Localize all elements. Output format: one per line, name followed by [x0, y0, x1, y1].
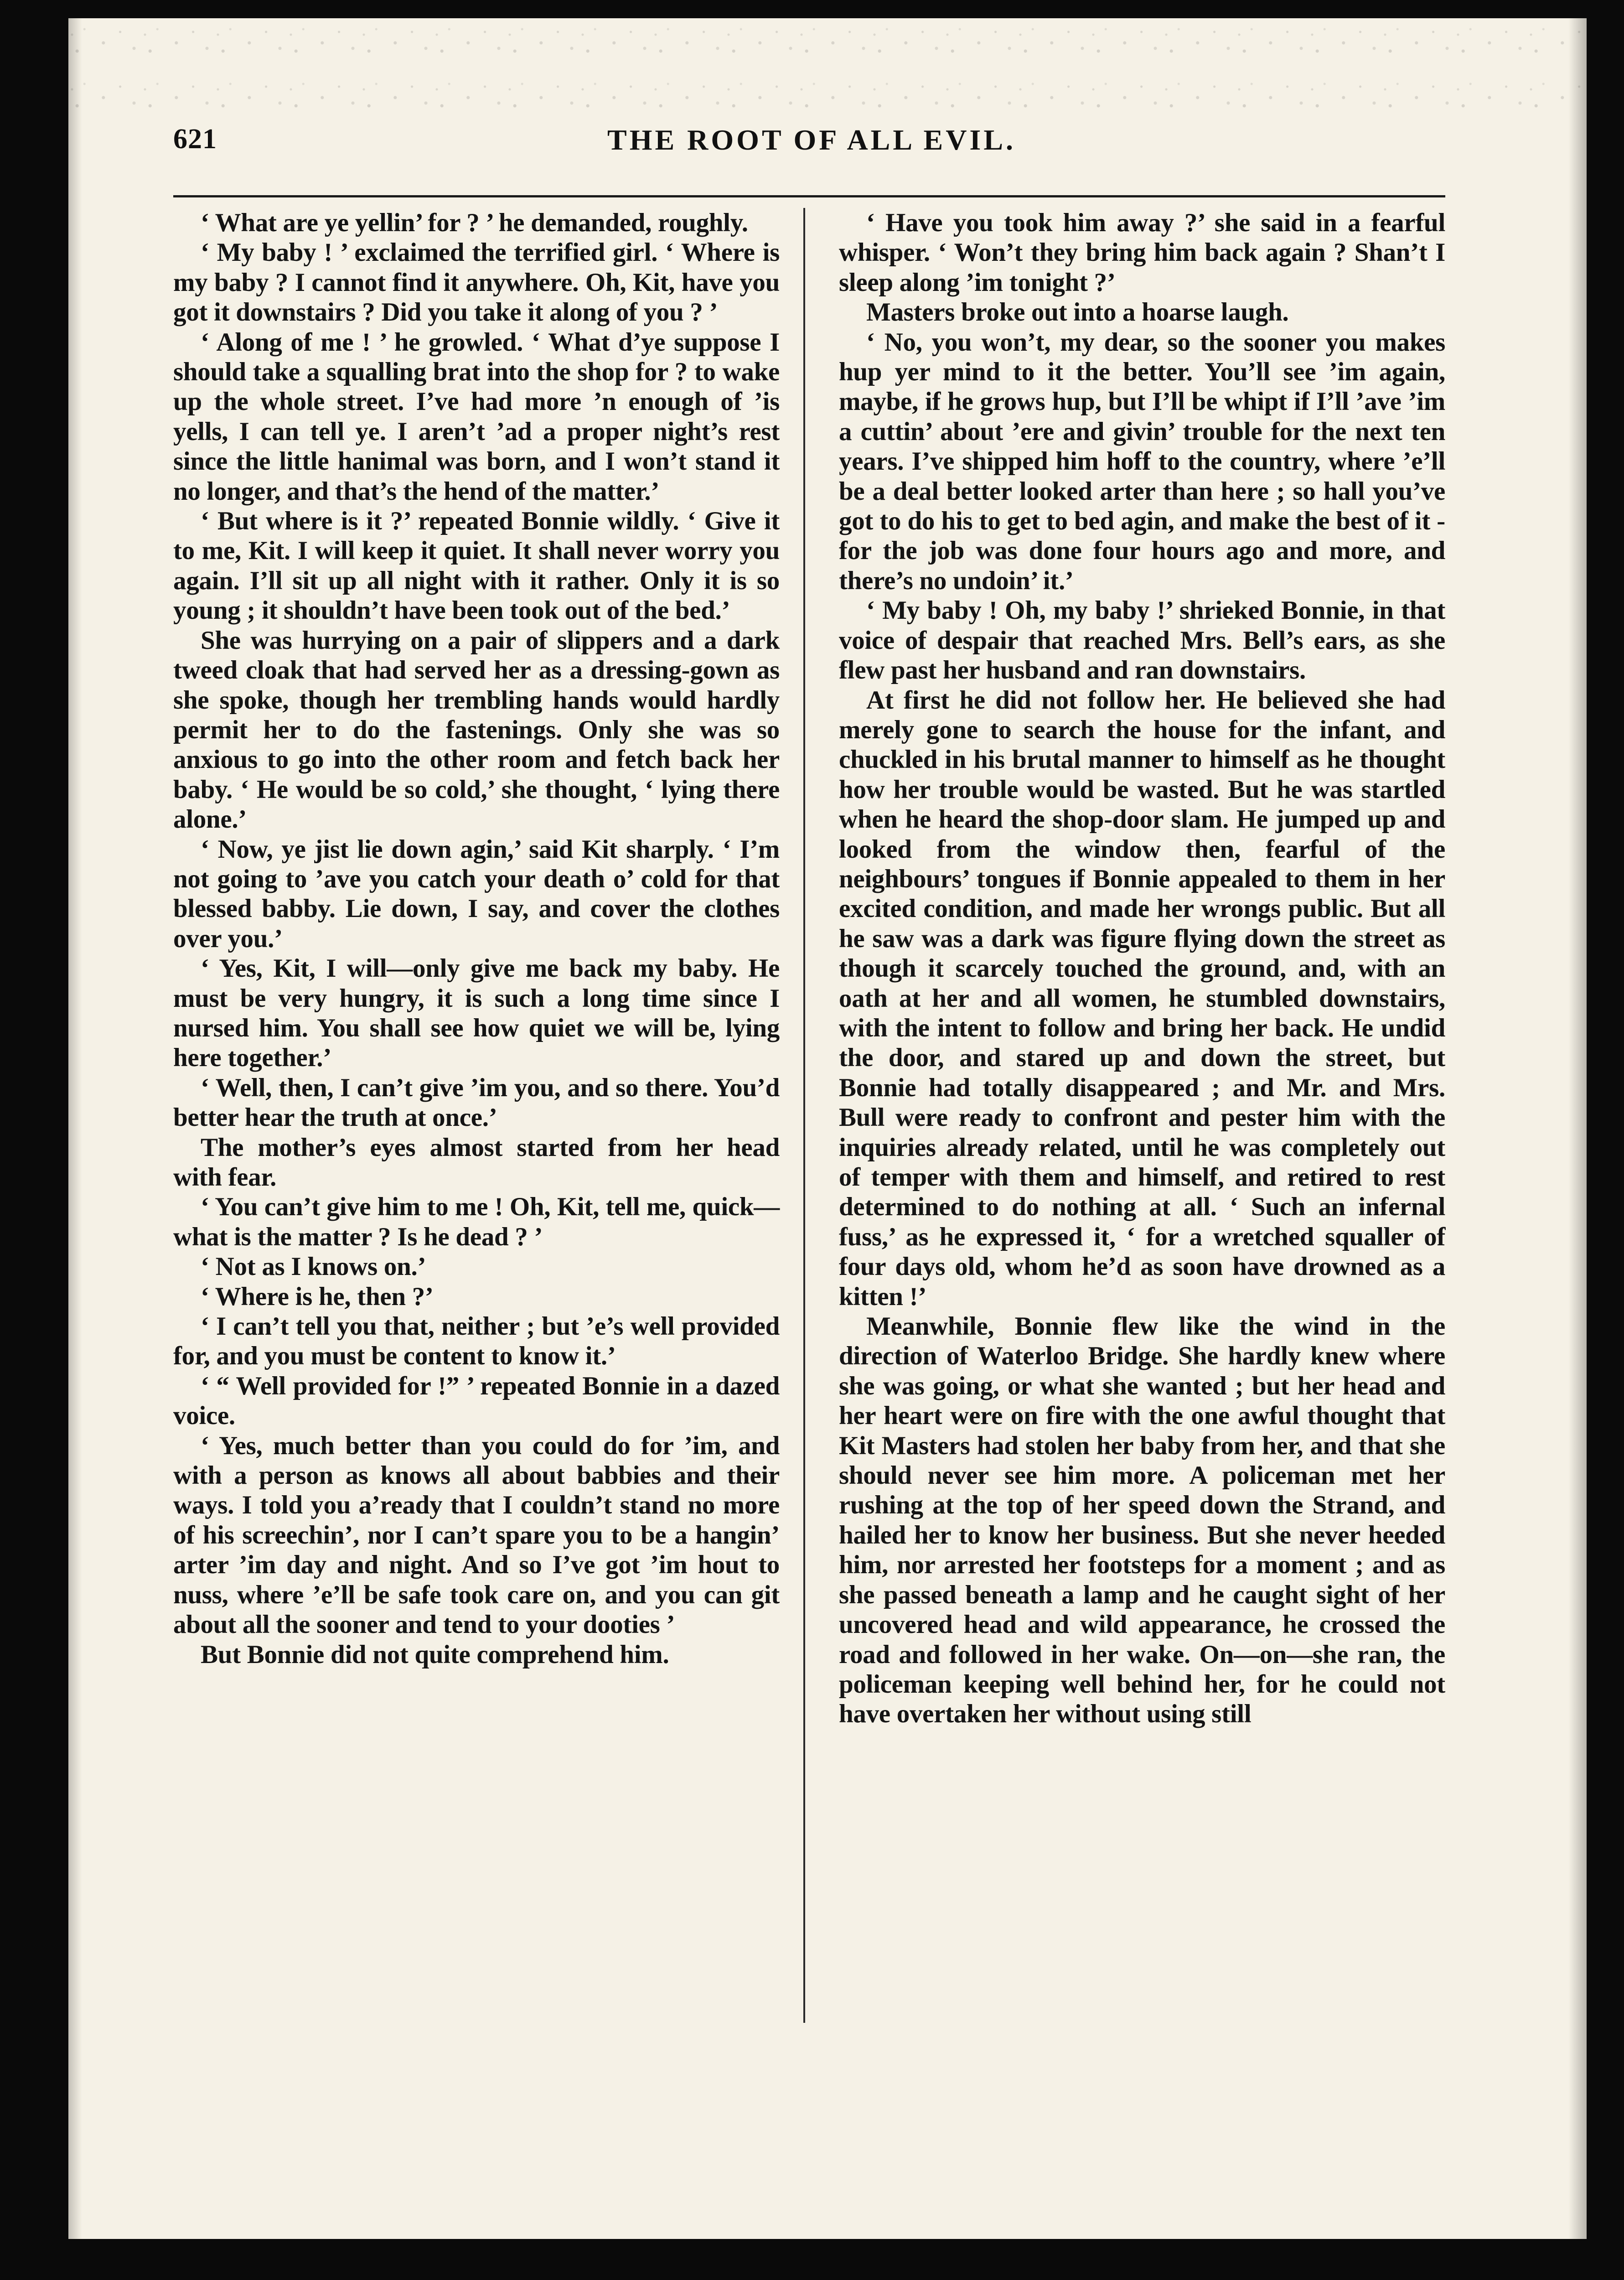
- paragraph: ‘ “ Well provided for !” ’ repeated Bonnie in a dazed voice.: [173, 1371, 780, 1430]
- paragraph: But Bonnie did not quite comprehend him.: [201, 1640, 669, 1669]
- paragraph: ‘ Not as I knows on.’: [201, 1252, 426, 1281]
- paragraph: ‘ Yes, Kit, I will—only give me back my baby. He must be very hungry, it is such a long time since I nursed him. You shall see how quiet we will be, lying here together.’: [173, 954, 780, 1073]
- paragraph: ‘ My baby ! Oh, my baby !’ shrieked Bonnie, in that voice of despair that reached Mrs. Bell’s ears, as she flew past her husband and ran downstairs.: [839, 596, 1445, 685]
- left-column: [173, 208, 780, 1669]
- column-divider: [803, 208, 805, 2023]
- paragraph: ‘ Well, then, I can’t give ’im you, and so there. You’d better hear the truth at once.’: [173, 1073, 780, 1132]
- paragraph: At first he did not follow her. He believed she had merely gone to search the house for the infant, and chuckled in his brutal manner to himself as he thought how her trouble would be wasted. But he was startled when he heard the shop-door slam. He jumped up and looked from the window then, fearful of the neighbours’ tongues if Bonnie appealed to them in her excited condition, and made her wrongs public. But all he saw was a dark was figure flying down the street as though it scarcely touched the ground, and, with an oath at her and all women, he stumbled downstairs, with the intent to follow and bring her back. He undid the door, and stared up and down the street, but Bonnie had totally disappeared ; and Mr. and Mrs. Bull were ready to confront and pester him with the inquiries already related, until he was completely out of temper with them and himself, and retired to rest determined to do nothing at all. ‘ Such an infernal fuss,’ as he expressed it, ‘ for a wretched squaller of four days old, whom he’d as soon have drowned as a kitten !’: [839, 685, 1445, 1311]
- paragraph: Masters broke out into a hoarse laugh.: [866, 298, 1289, 327]
- paragraph: ‘ What are ye yellin’ for ? ’ he demanded, roughly.: [201, 208, 748, 237]
- right-column: [839, 208, 1445, 1729]
- paragraph: The mother’s eyes almost started from her head with fear.: [173, 1133, 780, 1192]
- paragraph: ‘ Now, ye jist lie down agin,’ said Kit sharply. ‘ I’m not going to ’ave you catch your death o’ cold for that blessed babby. Lie down, I say, and cover the clothes over you.’: [173, 834, 780, 953]
- page-header: [173, 123, 1450, 173]
- paragraph: ‘ Have you took him away ?’ she said in a fearful whisper. ‘ Won’t they bring him back again ? Shan’t I sleep along ’im tonight ?’: [839, 208, 1445, 297]
- page-edge-shadow-left: [68, 18, 82, 2239]
- paragraph: Meanwhile, Bonnie flew like the wind in the direction of Waterloo Bridge. She hardly knew where she was going, or what she wanted ; but her head and her heart were on fire with the one awful thought that Kit Masters had stolen her baby from her, and that she should never see him more. A policeman met her rushing at the top of her speed down the Strand, and hailed her to know her business. But she never heeded him, nor arrested her footsteps for a moment ; and as she passed beneath a lamp and he caught sight of her uncovered head and wild appearance, he crossed the road and followed in her wake. On—on—she ran, the policeman keeping well behind her, for he could not have overtaken her without using still: [839, 1312, 1445, 1729]
- header-rule: [173, 195, 1445, 197]
- paragraph: ‘ Where is he, then ?’: [201, 1282, 434, 1311]
- paragraph: ‘ Yes, much better than you could do for ’im, and with a person as knows all about babbies and their ways. I told you a’ready that I couldn’t stand no more of his screechin’, nor I can’t spare you to be a hangin’ arter ’im day and night. And so I’ve got ’im hout to nuss, where ’e’ll be safe took care on, and you can git about all the sooner and tend to your dooties ’: [173, 1431, 780, 1639]
- paragraph: ‘ But where is it ?’ repeated Bonnie wildly. ‘ Give it to me, Kit. I will keep it quiet. It shall never worry you again. I’ll sit up all night with it rather. Only it is so young ; it shouldn’t have been took out of the bed.’: [173, 507, 780, 625]
- scan-noise: [68, 18, 1587, 119]
- paragraph: ‘ My baby ! ’ exclaimed the terrified girl. ‘ Where is my baby ? I cannot find it anywhere. Oh, Kit, have you got it downstairs ? Did you take it along of you ? ’: [173, 238, 780, 327]
- running-title: THE ROOT OF ALL EVIL.: [607, 124, 1016, 156]
- paragraph: ‘ I can’t tell you that, neither ; but ’e’s well provided for, and you must be content to know it.’: [173, 1312, 780, 1371]
- paragraph: ‘ You can’t give him to me ! Oh, Kit, tell me, quick—what is the matter ? Is he dead ? ’: [173, 1192, 780, 1251]
- paragraph: She was hurrying on a pair of slippers and a dark tweed cloak that had served her as a dressing-gown as she spoke, though her trembling hands would hardly permit her to do the fastenings. Only she was so anxious to go into the other room and fetch back her baby. ‘ He would be so cold,’ she thought, ‘ lying there alone.’: [173, 626, 780, 834]
- page-number: 621: [173, 124, 217, 155]
- page-edge-shadow-right: [1568, 18, 1587, 2239]
- paragraph: ‘ No, you won’t, my dear, so the sooner you makes hup yer mind to it the better. You’ll see ’im again, maybe, if he grows hup, but I’ll be whipt if I’ll ’ave ’im a cuttin’ about ’ere and givin’ trouble for the next ten years. I’ve shipped him hoff to the country, where ’e’ll be a deal better looked arter than here ; so hall you’ve got to do his to get to bed agin, and make the best of it - for the job was done four hours ago and more, and there’s no undoin’ it.’: [839, 327, 1445, 595]
- paragraph: ‘ Along of me ! ’ he growled. ‘ What d’ye suppose I should take a squalling brat into the shop for ? to wake up the whole street. I’ve had more ’n enough of ’is yells, I can tell ye. I aren’t ’ad a proper night’s rest since the little hanimal was born, and I won’t stand it no longer, and that’s the hend of the matter.’: [173, 327, 780, 506]
